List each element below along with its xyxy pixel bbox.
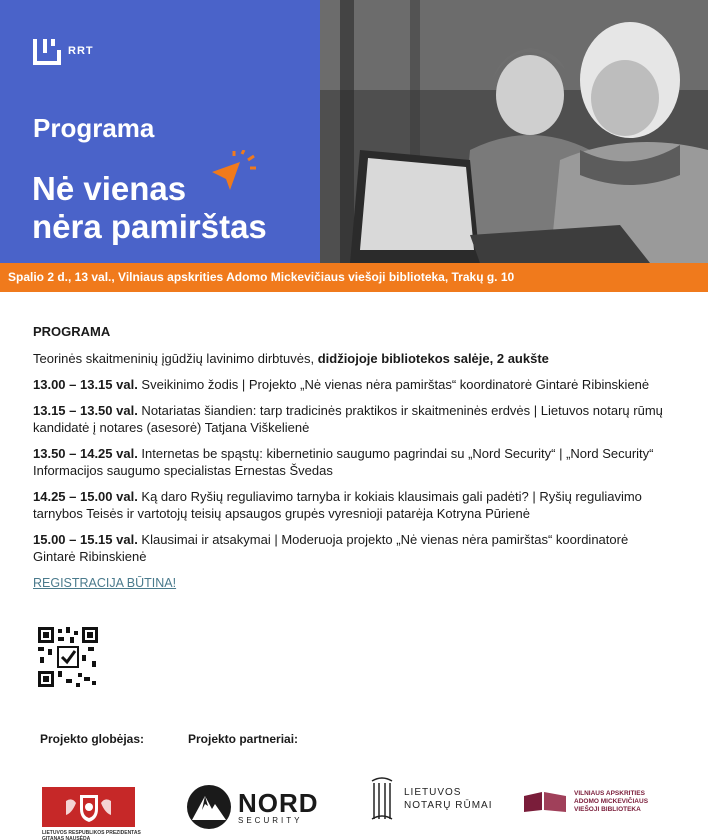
program-intro-location: didžiojoje bibliotekos salėje, 2 aukšte (317, 351, 549, 366)
program-item-text: Notariatas šiandien: tarp tradicinės praktikos ir skaitmeninės erdvės | Lietuvos notarų rūmų kandidatė į notares (asesorė) Tatjana Viškelienė (33, 403, 663, 435)
program-item (33, 488, 673, 522)
program-item-time: 13.00 – 13.15 val. (33, 377, 138, 392)
library-line1: VILNIAUS APSKRITIES (574, 790, 645, 797)
partner-logos-row (0, 770, 708, 840)
notary-line2: NOTARŲ RŪMAI (404, 800, 493, 811)
program-item (33, 402, 673, 436)
nord-sub: SECURITY (238, 815, 303, 825)
library-logo (522, 782, 672, 822)
notary-line1: LIETUVOS (404, 787, 462, 798)
event-info-banner: Spalio 2 d., 13 val., Vilniaus apskrities Adomo Mickevičiaus viešoji biblioteka, Trakų g. 10 (0, 263, 708, 292)
program-item (33, 445, 673, 479)
program-heading: PROGRAMA (33, 324, 111, 339)
program-content (33, 323, 673, 592)
notary-chamber-logo (368, 774, 498, 824)
patron-label: Projekto globėjas: (40, 732, 145, 746)
program-item-time: 13.15 – 13.50 val. (33, 403, 138, 418)
library-line2: ADOMO MICKEVIČIAUS (574, 798, 649, 805)
qr-code-icon[interactable] (38, 627, 98, 687)
rrt-logo-icon (32, 36, 62, 66)
program-item-text: Ką daro Ryšių reguliavimo tarnyba ir kokiais klausimais gali padėti? | Ryšių reguliavimo tarnybos Teisės ir vartotojų teisių apsaugos grupės vyresnioji patarėja Kotryna Pūrienė (33, 489, 642, 521)
notary-columns-icon (368, 775, 396, 823)
logo-text: RRT (68, 45, 94, 57)
nord-security-logo (186, 782, 331, 832)
hero-banner (0, 0, 708, 263)
registration-link[interactable]: REGISTRACIJA BŪTINA! (33, 576, 177, 590)
program-item-time: 15.00 – 15.15 val. (33, 532, 138, 547)
program-item-text: Sveikinimo žodis | Projekto „Nė vienas nėra pamirštas“ koordinatorė Gintarė Ribinskienė (137, 377, 650, 392)
hero-photo (320, 0, 708, 263)
hero-title-line1: Nė vienas (32, 170, 187, 207)
grandmother-and-child-laptop-photo (320, 0, 708, 263)
program-item-time: 14.25 – 15.00 val. (33, 489, 138, 504)
program-item-time: 13.50 – 14.25 val. (33, 446, 138, 461)
library-line3: VIEŠOJI BIBLIOTEKA (574, 806, 641, 813)
nord-mountain-icon (186, 784, 232, 830)
program-intro-text: Teorinės skaitmeninių įgūdžių lavinimo dirbtuvės, (33, 351, 318, 366)
partners-label: Projekto partneriai: (188, 732, 299, 746)
program-item (33, 376, 673, 393)
program-intro (33, 350, 673, 367)
program-item-text: Internetas be spąstų: kibernetinio saugumo pagrindai su „Nord Security“ | „Nord Security“ Informacijos saugumo specialistas Ernestas Švedas (33, 446, 654, 478)
library-book-icon (522, 790, 568, 814)
hero-kicker: Programa (33, 113, 155, 143)
hero-title (32, 170, 322, 246)
hero-title-line2: nėra pamirštas (32, 208, 267, 245)
nord-word: NORD (238, 787, 319, 818)
president-coat-of-arms-logo (42, 778, 135, 836)
program-item (33, 531, 673, 565)
hero-left-panel (0, 0, 320, 263)
rrt-logo (32, 36, 94, 66)
president-caption: LIETUVOS RESPUBLIKOS PREZIDENTAS GITANAS NAUSĖDA (42, 830, 141, 840)
program-item-text: Klausimai ir atsakymai | Moderuoja projekto „Nė vienas nėra pamirštas“ koordinatorė Gintarė Ribinskienė (33, 532, 629, 564)
